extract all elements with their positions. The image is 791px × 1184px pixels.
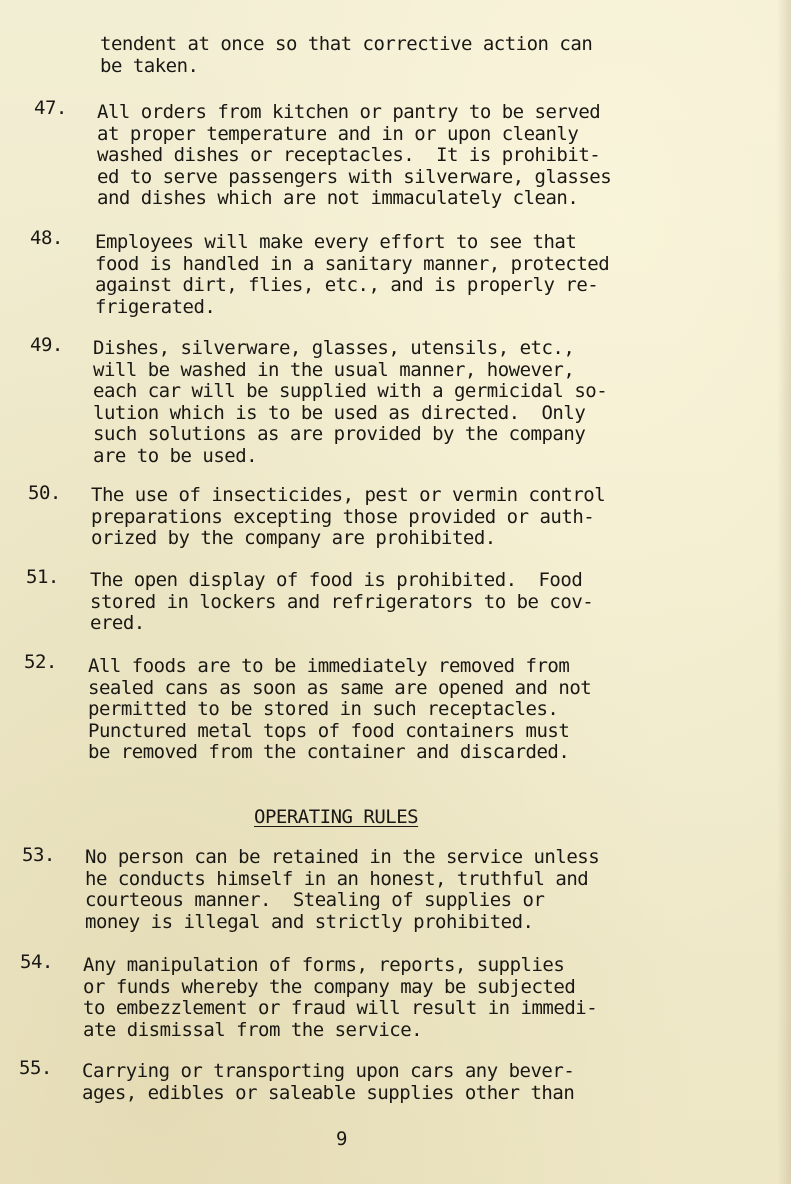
rule-text <box>97 102 611 210</box>
text-line: money is illegal and strictly prohibited. <box>85 910 534 933</box>
text-line: lution which is to be used as directed. Only <box>93 401 586 424</box>
text-line: such solutions as are provided by the company <box>93 423 586 445</box>
text-line: he conducts himself in an honest, truthful and <box>85 867 589 890</box>
page-edge-shadow <box>777 0 791 1184</box>
rule-text <box>93 338 607 467</box>
text-line: be taken. <box>100 54 199 77</box>
rule-number: 47. <box>34 97 67 119</box>
rule-number: 53. <box>22 844 55 866</box>
text-line: be removed from the container and discarded. <box>88 741 570 763</box>
text-line: ages, edibles or saleable supplies other than <box>82 1081 575 1104</box>
text-line: The use of insecticides, pest or vermin control <box>91 484 606 506</box>
rule-number: 54. <box>20 951 53 973</box>
text-line: frigerated. <box>95 295 216 318</box>
text-line: food is handled in a sanitary manner, protected <box>95 252 610 275</box>
text-line: Carrying or transporting upon cars any bever- <box>82 1060 575 1082</box>
rule-number: 51. <box>26 566 59 588</box>
text-line: The open display of food is prohibited. Food <box>90 569 583 591</box>
text-line: ate dismissal from the service. <box>83 1018 423 1041</box>
rule-text <box>82 1061 574 1104</box>
text-line: tendent at once so that corrective action can <box>100 33 593 55</box>
rule-text <box>91 485 605 550</box>
continuation-text <box>100 34 592 77</box>
text-line: orized by the company are prohibited. <box>91 527 496 549</box>
text-line: to embezzlement or fraud will result in immedi- <box>83 997 598 1019</box>
rule-number: 48. <box>30 227 63 249</box>
text-line: ed to serve passengers with silverware, glasses <box>97 165 612 188</box>
page-number: 9 <box>336 1128 348 1150</box>
text-line: ered. <box>90 612 145 634</box>
text-line: or funds whereby the company may be subjected <box>83 975 576 998</box>
rule-text <box>85 847 599 933</box>
text-line: permitted to be stored in such receptacles. <box>88 698 559 720</box>
text-line: will be washed in the usual manner, however, <box>93 358 575 381</box>
rule-text <box>83 955 597 1041</box>
text-line: each car will be supplied with a germicidal so- <box>93 380 608 402</box>
text-line: are to be used. <box>93 444 258 467</box>
text-line: courteous manner. Stealing of supplies or <box>85 889 545 911</box>
text-line: washed dishes or receptacles. It is prohibit- <box>97 144 601 166</box>
text-line: sealed cans as soon as same are opened and not <box>88 676 592 699</box>
text-line: All foods are to be immediately removed from <box>88 655 570 677</box>
text-line: All orders from kitchen or pantry to be served <box>97 101 601 123</box>
rule-number: 50. <box>28 482 61 504</box>
rule-number: 49. <box>30 334 63 356</box>
text-line: Employees will make every effort to see that <box>95 231 577 253</box>
text-line: against dirt, flies, etc., and is properly re- <box>95 274 599 296</box>
text-line: and dishes which are not immaculately clean. <box>97 187 579 209</box>
text-line: Dishes, silverware, glasses, utensils, etc., <box>93 337 575 359</box>
rule-text <box>88 656 591 764</box>
text-line: at proper temperature and in or upon cleanly <box>97 122 579 145</box>
text-line: stored in lockers and refrigerators to be cov- <box>90 590 594 613</box>
rule-text <box>90 570 593 635</box>
text-line: Punctured metal tops of food containers must <box>88 719 570 742</box>
section-heading: OPERATING RULES <box>254 806 419 828</box>
rule-number: 52. <box>24 651 57 673</box>
rule-number: 55. <box>19 1057 52 1079</box>
text-line: Any manipulation of forms, reports, supplies <box>83 954 565 976</box>
rule-text <box>95 232 609 318</box>
text-line: preparations excepting those provided or auth- <box>91 505 595 528</box>
text-line: No person can be retained in the service unless <box>85 846 600 868</box>
